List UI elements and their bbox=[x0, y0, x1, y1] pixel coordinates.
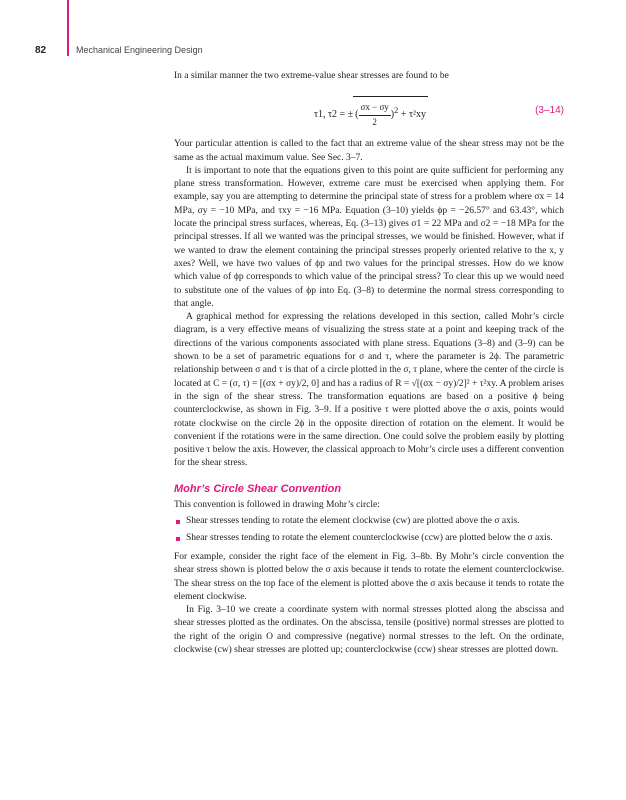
equation-body bbox=[314, 96, 428, 129]
intro-text: In a similar manner the two extreme-value shear stresses are found to be bbox=[174, 71, 449, 81]
paragraph: For example, consider the right face of the element in Fig. 3–8b. By Mohr’s circle convention the shear stress shown is plotted below the σ axis because it tends to rotate the element counterclockwise. The shear stress on the top face of the element is plotted above the σ axis because it tends to rotate the element clockwise. bbox=[174, 551, 564, 602]
equation-3-14 bbox=[174, 86, 564, 132]
running-title: Mechanical Engineering Design bbox=[76, 45, 203, 55]
paragraph: It is important to note that the equations given to this point are quite sufficient for performing any plane stress transformation. However, extreme care must be exercised when applying them. For example, say you are attempting to determine the principal state of stress for a problem where σx = 14 MPa, σy = −10 MPa, and τxy = −16 MPa. Equation (3–10) yields ϕp = −26.57° and 63.43°, which locate the principal stress surfaces, whereas, Eq. (3–13) gives σ1 = 22 MPa and σ2 = −18 MPa for the principal stresses. If all we wanted was the principal stresses, we would be finished. However, what if we wanted to draw the element containing the principal stresses properly oriented relative to the x, y axes? Well, we have two values of ϕp and two values for the principal stresses. How do we know which value of ϕp corresponds to which value of the principal stress? To clear this up we would need to substitute one of the values of ϕp into Eq. (3–8) to determine the normal stress corresponding to that angle. bbox=[174, 165, 564, 309]
eq-fraction bbox=[359, 101, 391, 129]
convention-list bbox=[174, 515, 564, 545]
paragraph: A graphical method for expressing the relations developed in this section, called Mohr’s circle diagram, is a very effective means of visualizing the stress state at a point and keeping track of the directions of the various components associated with plane stress. Equations (3–8) and (3–9) can be shown to be a set of parametric equations for σ and τ, where the parameter is 2ϕ. The parametric relationship between σ and τ is that of a circle plotted in the σ, τ plane, where the center of the circle is located at C = (σ, τ) = [(σx + σy)/2, 0] and has a radius of R = √[(σx − σy)/2]² + τ²xy. A problem arises in the sign of the shear stress. The transformation equations are based on a positive ϕ being counterclockwise, as shown in Fig. 3–9. If a positive τ were plotted above the σ axis, points would rotate clockwise on the circle 2ϕ in the opposite direction of rotation on the element. It would be convenient if the rotations were in the same direction. One could solve the problem easily by plotting positive τ below the axis. However, the classical approach to Mohr’s circle uses a different convention for the shear stress. bbox=[174, 312, 564, 469]
eq-exponent: 2 bbox=[394, 106, 399, 116]
eq-lhs: τ1, τ2 = ± bbox=[314, 109, 354, 121]
section-heading: Mohr’s Circle Shear Convention bbox=[174, 482, 342, 495]
list-item: Shear stresses tending to rotate the element clockwise (cw) are plotted above the σ axis. bbox=[174, 515, 564, 528]
paragraph: Your particular attention is called to the fact that an extreme value of the shear stress may not be the same as the actual maximum value. See Sec. 3–7. bbox=[174, 139, 564, 163]
eq-denominator: 2 bbox=[372, 116, 377, 127]
list-item: Shear stresses tending to rotate the element counterclockwise (ccw) are plotted below the σ axis. bbox=[174, 532, 564, 545]
page-number: 82 bbox=[35, 45, 47, 56]
equation-number: (3–14) bbox=[535, 105, 564, 117]
paragraph: In Fig. 3–10 we create a coordinate system with normal stresses plotted along the abscissa and shear stresses plotted as the ordinates. On the abscissa, tensile (positive) normal stresses are plotted to the right of the origin O and compressive (negative) normal stresses to the left. On the ordinate, clockwise (cw) shear stresses are plotted up; counterclockwise (ccw) shear stresses are plotted down. bbox=[174, 605, 564, 655]
section-lead: This convention is followed in drawing Mohr’s circle: bbox=[174, 500, 380, 511]
eq-sqrt: ( $\frac{\sigma x - \sigma y}{2}$ )$^2$ + τ²xy bbox=[353, 96, 428, 129]
header-rule bbox=[67, 0, 69, 56]
eq-numerator: σx − σy bbox=[359, 101, 391, 115]
page-body bbox=[174, 70, 564, 657]
eq-tail: + τ²xy bbox=[400, 109, 426, 121]
